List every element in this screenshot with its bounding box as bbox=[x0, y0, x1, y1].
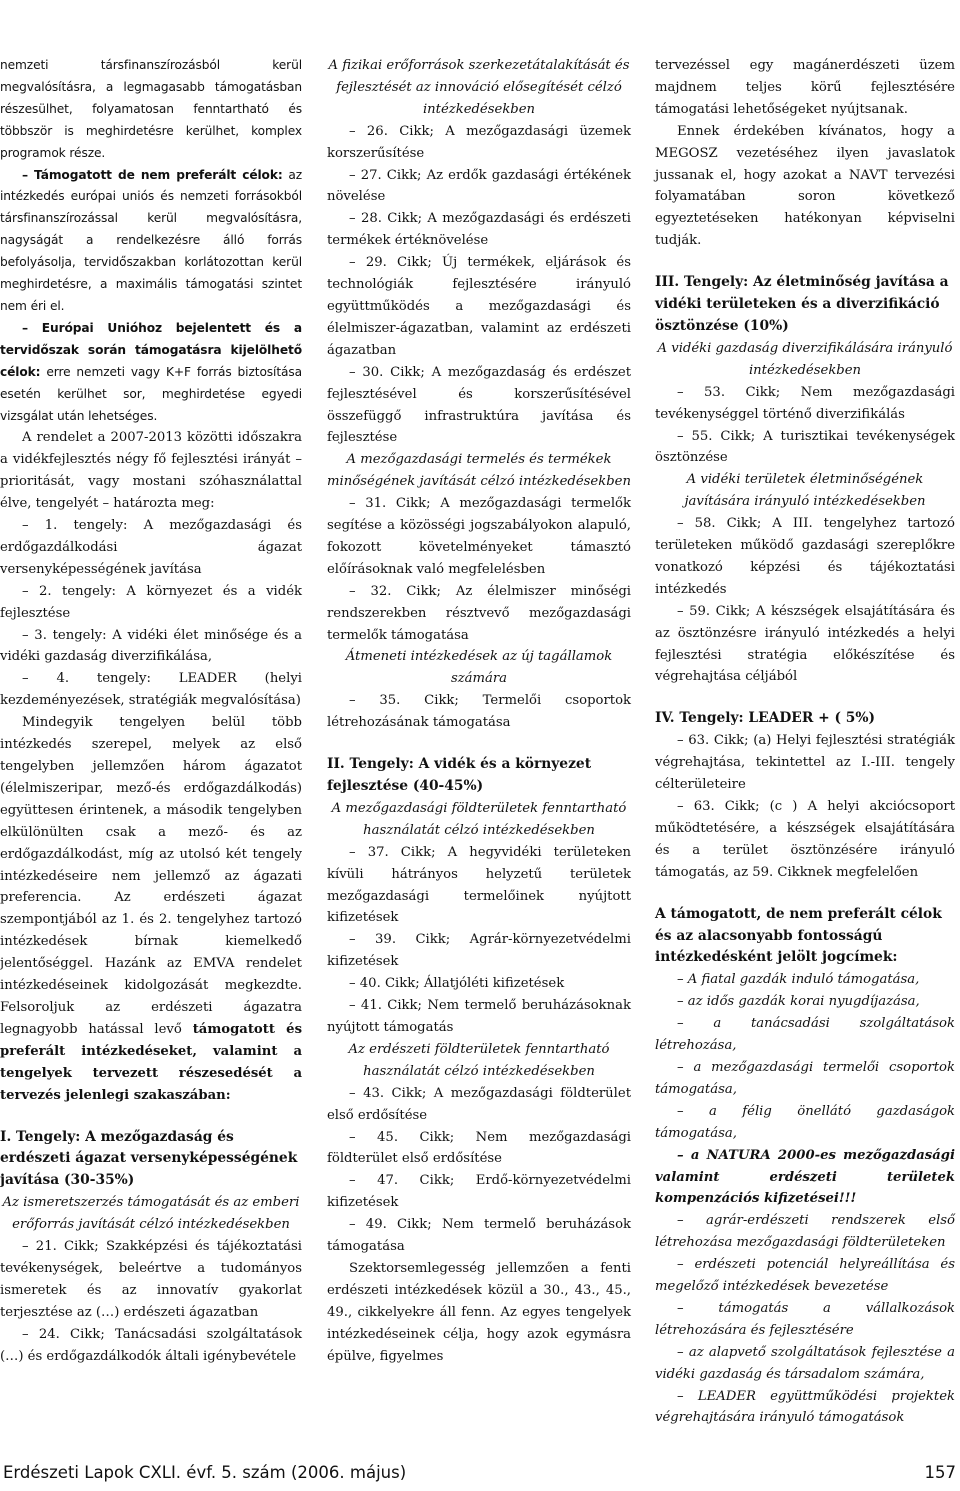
text-run: az intézkedés európai uniós és nemzeti forrásokból társfinanszírozással kerül megvalósításra, nagyságát a rendelkezésre álló forrás befolyásolja, tervidőszakban korlátozottan kerül meghirdetésre, a maximális támogatási szintet nem éri el. bbox=[0, 167, 302, 313]
column-3 bbox=[655, 55, 955, 1429]
list-item: – 31. Cikk; A mezőgazdasági termelők segítése a közösségi jogszabályokon alapuló, fokozott követelményeket támasztó előírásoknak való megfelelésben bbox=[327, 496, 631, 577]
paragraph: Szektorsemlegesség jellemzően a fenti erdészeti intézkedések közül a 30., 43., 45., 49., cikkelyekre áll fenn. Az egyes tengelyek intézkedéseinek célja, hogy azok egymásra épülve, figyelmes bbox=[327, 1260, 631, 1364]
text-run: Mindegyik tengelyen belül több intézkedés szerepel, melyek az első tengelyben jellemzően három ágazatot (élelmiszeripar, mező-és erdőgazdálkodás) együttesen érintenek, a második tengelyben elkülönülten csak a mező- és az erdőgazdálkodást, míg az utolsó két tengely intézkedéseire nem jellemző az ágazati preferencia. Az erdészeti ágazat szempontjából az 1. és 2. tengelyhez tartozó intézkedések bírnak kiemelkedő jelentőséggel. Hazánk az EMVA rendelet intézkedéseinek kidolgozását megkezdte. Felsoroljuk az erdészeti ágazatra legnagyobb hatással levő bbox=[0, 715, 302, 1037]
list-item: – az alapvető szolgáltatások fejlesztése a vidéki gazdaság és társadalom számára, bbox=[655, 1344, 955, 1382]
text-run: erre nemzeti vagy K+F forrás biztosítása esetén kerülhet sor, meghirdetése egyedi vizsgálat után lehetséges. bbox=[0, 364, 302, 423]
paragraph bbox=[0, 55, 302, 165]
list-item: – a mezőgazdasági termelői csoportok támogatása, bbox=[655, 1059, 955, 1097]
bold-run: támogatott és preferált intézkedéseket, valamint a tengelyek tervezett részesedését a tervezés jelenlegi szakaszában: bbox=[0, 1021, 302, 1103]
list-item: – 41. Cikk; Nem termelő beruházásoknak nyújtott támogatás bbox=[327, 998, 631, 1035]
text-run: nemzeti társfinanszírozásból kerül megvalósításra, a legmagasabb támogatásban részesülhet, folyamatosan fenntartható és többször is meghirdetésre kerülhet, komplex programok része. bbox=[0, 58, 302, 160]
list-item: – 55. Cikk; A turisztikai tevékenységek ösztönzése bbox=[655, 428, 955, 466]
list-item: – A fiatal gazdák induló támogatása, bbox=[677, 972, 920, 988]
list-item: – 49. Cikk; Nem termelő beruházások támogatása bbox=[327, 1217, 631, 1255]
list-item: – 39. Cikk; Agrár-környezetvédelmi kifizetések bbox=[327, 932, 631, 970]
list-item: – 30. Cikk; A mezőgazdaság és erdészet fejlesztésével és korszerűsítésével összefüggő infrastruktúra javítása és fejlesztése bbox=[327, 364, 631, 446]
bold-run: – Támogatott de nem preferált célok: bbox=[22, 167, 283, 182]
list-item: – 40. Cikk; Állatjóléti kifizetések bbox=[349, 976, 565, 992]
paragraph bbox=[0, 712, 302, 1106]
subheading: A vidéki területek életminőségének javítására irányuló intézkedésekben bbox=[684, 472, 926, 510]
section-heading: II. Tengely: A vidék és a környezet fejlesztése (40-45%) bbox=[327, 756, 592, 794]
list-item: – agrár-erdészeti rendszerek első létrehozása mezőgazdasági földterületeken bbox=[655, 1213, 955, 1251]
section-heading: A támogatott, de nem preferált célok és az alacsonyabb fontosságú intézkedésként jelölt jogcímek: bbox=[655, 905, 942, 966]
list-item: – 24. Cikk; Tanácsadási szolgáltatások (…) és erdőgazdálkodók általi igénybevétele bbox=[0, 1326, 302, 1364]
subheading: Átmeneti intézkedések az új tagállamok számára bbox=[345, 649, 613, 687]
paragraph: tervezéssel egy magánerdészeti üzem majdnem teljes körű fejlesztésére támogatási lehetőségeket nyújtsanak. bbox=[655, 58, 955, 117]
list-item: – LEADER együttműködési projektek végrehajtására irányuló támogatások bbox=[655, 1388, 955, 1426]
section-heading: III. Tengely: Az életminőség javítása a vidéki területeken és a diverzifikáció ösztönzése (10%) bbox=[655, 274, 949, 334]
column-1 bbox=[0, 55, 302, 1367]
subheading: Az erdészeti földterületek fenntartható használatát célzó intézkedésekben bbox=[348, 1041, 610, 1079]
list-item: – 58. Cikk; A III. tengelyhez tartozó területeken működő gazdasági szereplőkre vonatkozó képzési és tájékoztatási intézkedés bbox=[655, 516, 955, 597]
subheading: Az ismeretszerzés támogatását és az emberi erőforrás javítását célzó intézkedésekben bbox=[2, 1195, 300, 1233]
list-item: – 63. Cikk; (a) Helyi fejlesztési stratégiák végrehajtása, tekintettel az I.-III. tengely célterületeire bbox=[655, 733, 955, 793]
section-heading: I. Tengely: A mezőgazdaság és erdészeti ágazat versenyképességének javítása (30-35%) bbox=[0, 1128, 298, 1189]
list-item: – 29. Cikk; Új termékek, eljárások és technológiák fejlesztésére irányuló együttműködés a mezőgazdasági és élelmiszer-ágazatban, valamint az erdészeti ágazatban bbox=[327, 255, 631, 358]
list-item: – 37. Cikk; A hegyvidéki területeken kívüli hátrányos helyzetű területek mezőgazdasági termelőinek nyújtott kifizetések bbox=[327, 844, 631, 926]
list-item: – 21. Cikk; Szakképzési és tájékoztatási tevékenységek, beleértve a tudományos ismeretek és az innovatív gyakorlat terjesztése az (…) erdészeti ágazatban bbox=[0, 1239, 302, 1320]
list-item: – 53. Cikk; Nem mezőgazdasági tevékenységgel történő diverzifikálás bbox=[655, 384, 955, 422]
subheading: A vidéki gazdaság diverzifikálására irányuló intézkedésekben bbox=[657, 340, 953, 378]
paragraph bbox=[0, 165, 302, 318]
list-item: – 43. Cikk; A mezőgazdasági földterület első erdősítése bbox=[327, 1085, 631, 1123]
page-number: 157 bbox=[924, 1463, 956, 1482]
subheading: A mezőgazdasági termelés és termékek minőségének javítását célzó intézkedésekben bbox=[327, 452, 631, 490]
list-item: – a félig önellátó gazdaságok támogatása, bbox=[655, 1103, 955, 1141]
list-item: – 4. tengely: LEADER (helyi kezdeményezések, stratégiák megvalósítása) bbox=[0, 671, 302, 709]
journal-citation: Erdészeti Lapok CXLI. évf. 5. szám (2006. május) bbox=[3, 1463, 407, 1482]
list-item: – 47. Cikk; Erdő-környezetvédelmi kifizetések bbox=[327, 1173, 631, 1211]
list-item: – 27. Cikk; Az erdők gazdasági értékének növelése bbox=[327, 167, 631, 205]
list-item: – 63. Cikk; (c ) A helyi akciócsoport működtetésére, a készségek elsajátítására és a terület ösztönzésére irányuló támogatás, az 59. Cikknek megfelelően bbox=[655, 799, 955, 880]
list-item: – 1. tengely: A mezőgazdasági és erdőgazdálkodási ágazat versenyképességének javítása bbox=[0, 518, 302, 577]
highlighted-list-item: – a NATURA 2000-es mezőgazdasági valamint erdészeti területek kompenzációs kifizetései!!! bbox=[655, 1147, 955, 1207]
list-item: – 45. Cikk; Nem mezőgazdasági földterület első erdősítése bbox=[327, 1129, 631, 1167]
list-item: – 26. Cikk; A mezőgazdasági üzemek korszerűsítése bbox=[327, 123, 631, 161]
paragraph: A rendelet a 2007-2013 közötti időszakra a vidékfejlesztés négy fő fejlesztési irányát – prioritását, vagy mostani szóhasználattal élve, tengelyét – határozta meg: bbox=[0, 430, 302, 512]
subheading: A fizikai erőforrások szerkezetátalakítását és fejlesztését az innováció elősegítését célzó intézkedésekben bbox=[328, 58, 630, 117]
list-item: – a tanácsadási szolgáltatások létrehozása, bbox=[655, 1016, 955, 1054]
list-item: – 28. Cikk; A mezőgazdasági és erdészeti termékek értéknövelése bbox=[327, 211, 631, 249]
subheading: A mezőgazdasági földterületek fenntartható használatát célzó intézkedésekben bbox=[331, 800, 627, 838]
column-2 bbox=[327, 55, 631, 1367]
list-item: – 32. Cikk; Az élelmiszer minőségi rendszerekben résztvevő mezőgazdasági termelők támogatása bbox=[327, 583, 631, 643]
list-item: – 35. Cikk; Termelői csoportok létrehozásának támogatása bbox=[327, 693, 631, 731]
list-item: – erdészeti potenciál helyreállítása és megelőző intézkedések bevezetése bbox=[655, 1257, 955, 1295]
list-item: – 3. tengely: A vidéki élet minősége és a vidéki gazdaság diverzifikálása, bbox=[0, 627, 302, 665]
section-heading: IV. Tengely: LEADER + ( 5%) bbox=[655, 710, 876, 727]
list-item: – 59. Cikk; A készségek elsajátítására és az ösztönzésre irányuló intézkedés a helyi fejlesztési stratégia előkészítése és végrehajtása céljából bbox=[655, 603, 955, 685]
list-item: – támogatás a vállalkozások létrehozására és fejlesztésére bbox=[655, 1300, 955, 1338]
paragraph: Ennek érdekében kívánatos, hogy a MEGOSZ vezetéséhez ilyen javaslatok jussanak el, hogy azokat a NAVT tervezési folyamatában soron következő egyeztetéseken hatékonyan képviselni tudják. bbox=[655, 123, 955, 249]
list-item: – 2. tengely: A környezet és a vidék fejlesztése bbox=[0, 583, 302, 621]
bold-run: – Európai Unióhoz bejelentett és a tervidőszak során támogatásra kijelölhető célok: bbox=[0, 320, 302, 379]
list-item: – az idős gazdák korai nyugdíjazása, bbox=[677, 994, 920, 1010]
paragraph bbox=[0, 318, 302, 428]
